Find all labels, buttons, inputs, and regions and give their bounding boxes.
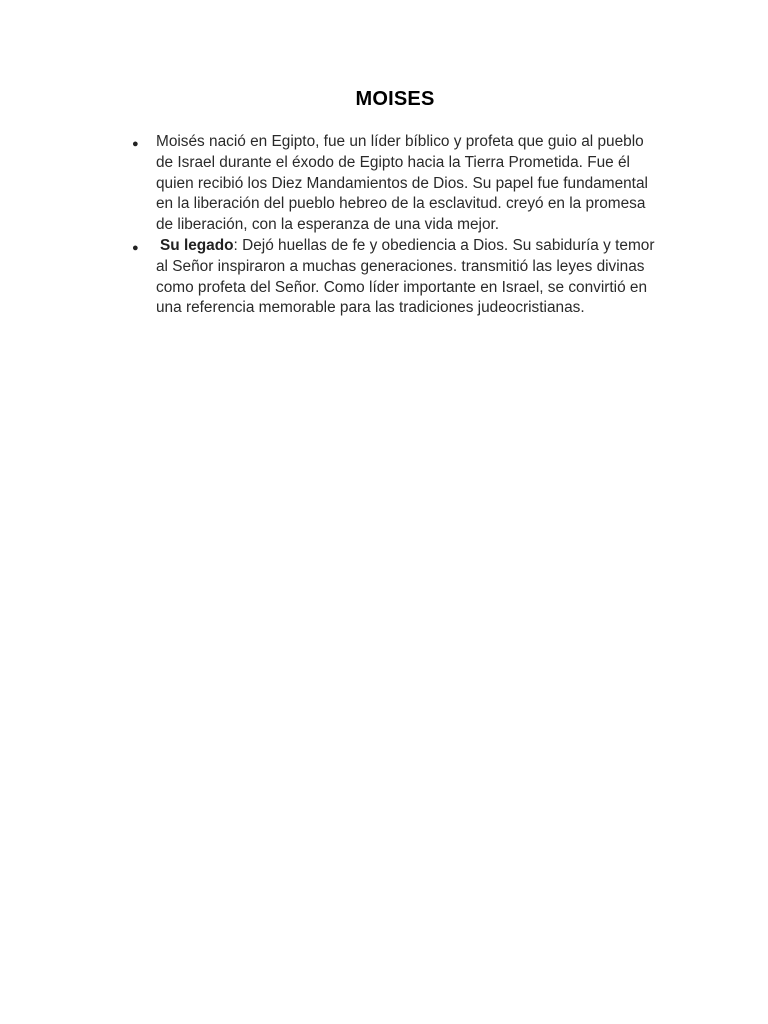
bullet-list bbox=[131, 132, 661, 319]
bullet-icon: ● bbox=[132, 138, 139, 150]
list-item bbox=[131, 236, 661, 319]
bullet-lead-label: Su legado bbox=[160, 236, 234, 254]
bullet-icon: ● bbox=[132, 241, 139, 254]
bullet-text: Moisés nació en Egipto, fue un líder bíblico y profeta que guio al pueblo de Israel durante el éxodo de Egipto hacia la Tierra Prometida. Fue él quien recibió los Diez Mandamientos de Dios. Su papel fue fundamental en la liberación del pueblo hebreo de la esclavitud. creyó en la promesa de liberación, con la esperanza de una vida mejor. bbox=[156, 133, 648, 234]
list-item bbox=[131, 132, 661, 236]
bullet-text: : Dejó huellas de fe y obediencia a Dios. Su sabiduría y temor al Señor inspiraron a muchas generaciones. transmitió las leyes divinas como profeta del Señor. Como líder importante en Israel, se convirtió en una referencia memorable para las tradiciones judeocristianas. bbox=[156, 236, 655, 317]
document-title: MOISES bbox=[355, 88, 435, 110]
